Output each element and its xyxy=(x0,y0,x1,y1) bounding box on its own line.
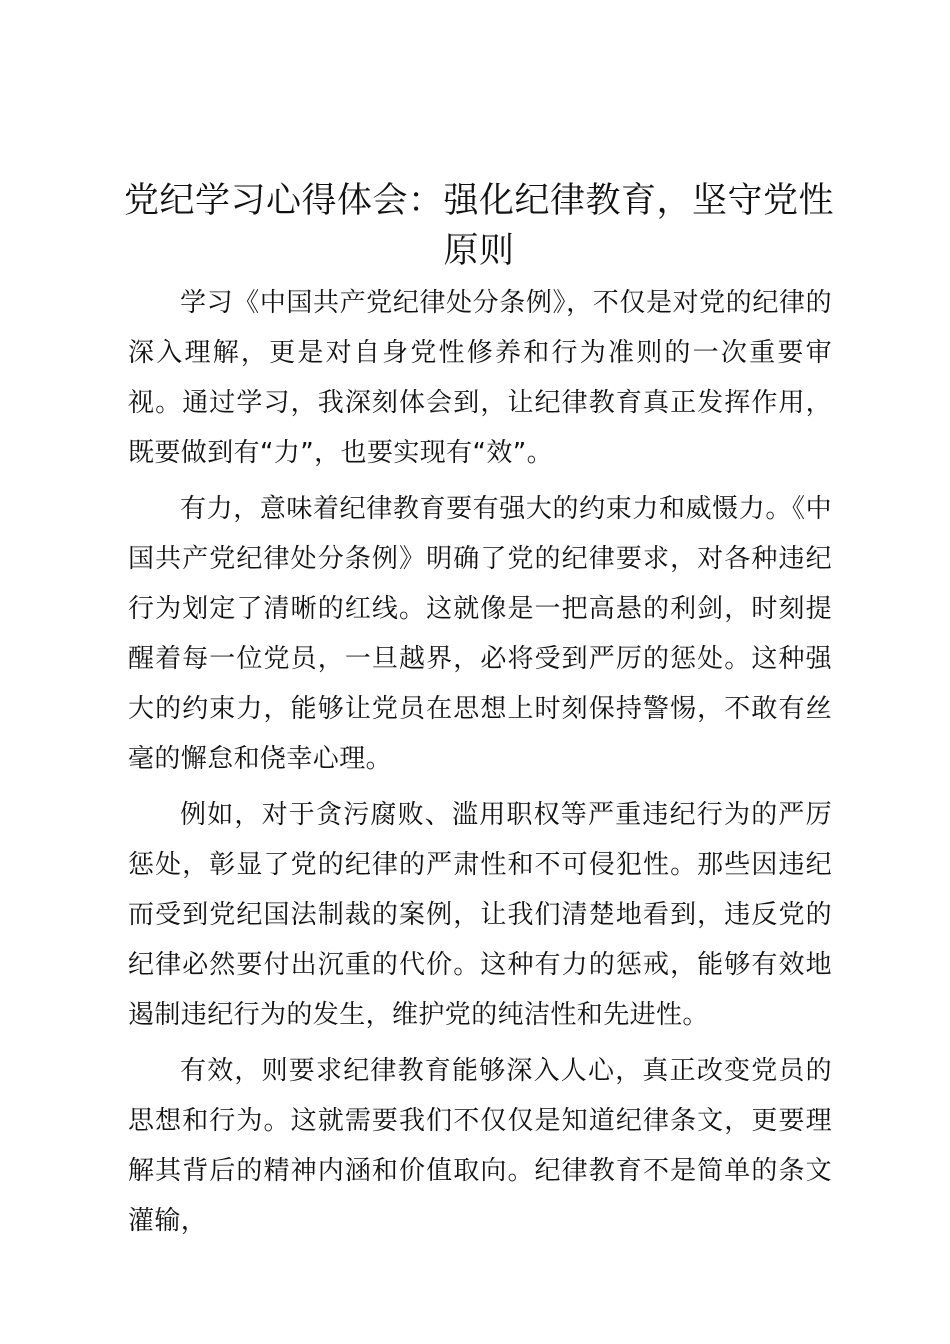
paragraph: 有力，意味着纪律教育要有强大的约束力和威慑力。《中国共产党纪律处分条例》明确了党的纪律要求，对各种违纪行为划定了清晰的红线。这就像是一把高悬的利剑，时刻提醒着每一位党员，一旦越界，必将受到严厉的惩处。这种强大的约束力，能够让党员在思想上时刻保持警惕，不敢有丝毫的懈怠和侥幸心理。 xyxy=(128,494,832,774)
document-body xyxy=(128,278,832,1252)
paragraph: 有效，则要求纪律教育能够深入人心，真正改变党员的思想和行为。这就需要我们不仅仅是知道纪律条文，更要理解其背后的精神内涵和价值取向。纪律教育不是简单的条文灌输， xyxy=(128,1056,832,1236)
document-title: 党纪学习心得体会：强化纪律教育，坚守党性原则 xyxy=(123,181,834,271)
paragraph: 例如，对于贪污腐败、滥用职权等严重违纪行为的严厉惩处，彰显了党的纪律的严肃性和不可侵犯性。那些因违纪而受到党纪国法制裁的案例，让我们清楚地看到，违反党的纪律必然要付出沉重的代价。这种有力的惩戒，能够有效地遏制违纪行为的发生，维护党的纯洁性和先进性。 xyxy=(128,800,832,1030)
paragraph: 学习《中国共产党纪律处分条例》，不仅是对党的纪律的深入理解，更是对自身党性修养和行为准则的一次重要审视。通过学习，我深刻体会到，让纪律教育真正发挥作用，既要做到有“力”，也要实现有“效”。 xyxy=(128,288,832,468)
